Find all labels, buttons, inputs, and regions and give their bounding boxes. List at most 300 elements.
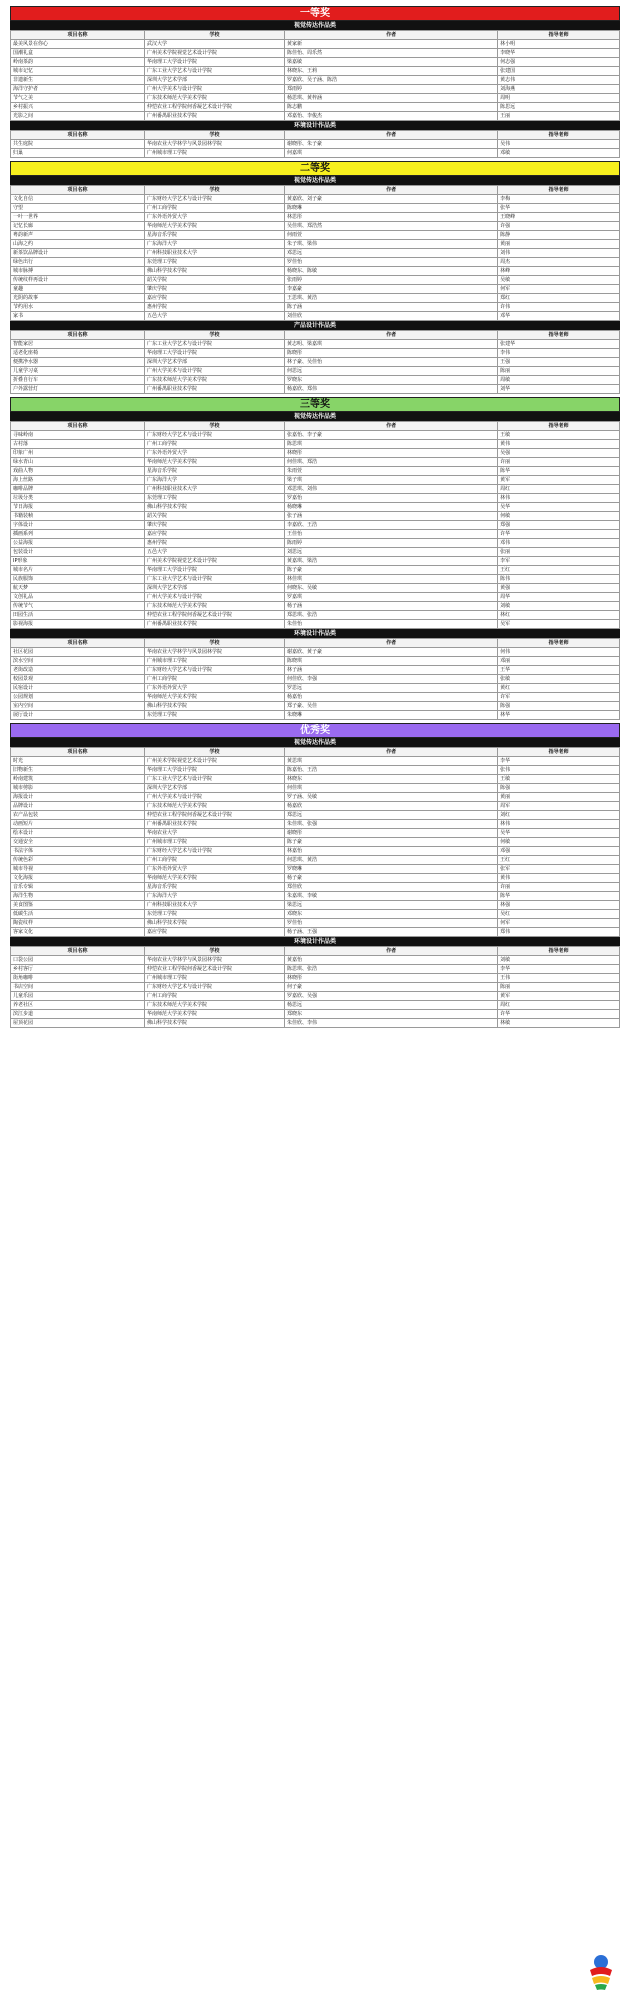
- author-cell: 王思琪、黄浩: [285, 294, 498, 303]
- project-name-cell: 节气之美: [11, 94, 145, 103]
- project-name-cell: 绿水青山: [11, 458, 145, 467]
- project-name-cell: 老街改造: [11, 666, 145, 675]
- table-row: [11, 195, 620, 204]
- school-cell: 佛山科学技术学院: [144, 503, 284, 512]
- category-header: 视觉传达作品类: [10, 176, 620, 185]
- project-name-cell: 绿色出行: [11, 258, 145, 267]
- teacher-cell: 李军: [498, 557, 620, 566]
- author-cell: 王佳怡: [285, 530, 498, 539]
- project-name-cell: 影视海报: [11, 620, 145, 629]
- column-header-author: 作者: [285, 31, 498, 40]
- teacher-cell: 张建国: [498, 67, 620, 76]
- project-name-cell: 戏曲人物: [11, 467, 145, 476]
- school-cell: 广州工商学院: [144, 856, 284, 865]
- author-cell: 梁嘉敏: [285, 58, 498, 67]
- teacher-cell: 王敏: [498, 775, 620, 784]
- project-name-cell: 校园景观: [11, 675, 145, 684]
- table-row: [11, 112, 620, 121]
- author-cell: 陈思琪、张浩: [285, 965, 498, 974]
- teacher-cell: 王敏: [498, 431, 620, 440]
- teacher-cell: 黄丽: [498, 240, 620, 249]
- table-row: [11, 847, 620, 856]
- school-cell: 仲恺农业工程学院何香凝艺术设计学院: [144, 611, 284, 620]
- author-cell: 何佳琪: [285, 784, 498, 793]
- project-name-cell: 滨江步道: [11, 1010, 145, 1019]
- teacher-cell: 王红: [498, 566, 620, 575]
- column-header-school: 学校: [144, 186, 284, 195]
- author-cell: 罗佳怡: [285, 258, 498, 267]
- teacher-cell: 周军: [498, 802, 620, 811]
- column-header-school: 学校: [144, 947, 284, 956]
- author-cell: 罗晓琳: [285, 865, 498, 874]
- teacher-cell: 陈强: [498, 702, 620, 711]
- project-name-cell: 民族服饰: [11, 575, 145, 584]
- table-row: [11, 312, 620, 321]
- author-cell: 邓思远: [285, 249, 498, 258]
- project-name-cell: 田园生活: [11, 611, 145, 620]
- school-cell: 广州大学美术与设计学院: [144, 367, 284, 376]
- teacher-cell: 陈华: [498, 467, 620, 476]
- column-header-author: 作者: [285, 422, 498, 431]
- project-name-cell: 文化自信: [11, 195, 145, 204]
- teacher-cell: 王丽: [498, 112, 620, 121]
- table-row: [11, 992, 620, 1001]
- teacher-cell: 许强: [498, 222, 620, 231]
- school-cell: 五邑大学: [144, 548, 284, 557]
- column-header-project: 项目名称: [11, 422, 145, 431]
- project-name-cell: 社区花园: [11, 648, 145, 657]
- teacher-cell: 郑伟: [498, 928, 620, 937]
- school-cell: 广州科技职业技术大学: [144, 485, 284, 494]
- teacher-cell: 刘华: [498, 385, 620, 394]
- school-cell: 广东技术师范大学美术学院: [144, 376, 284, 385]
- school-cell: 广州大学美术与设计学院: [144, 793, 284, 802]
- author-cell: 黄嘉欣、刘子豪: [285, 195, 498, 204]
- awards-table: [10, 330, 620, 394]
- project-name-cell: 绘本设计: [11, 829, 145, 838]
- column-header-teacher: 指导老师: [498, 947, 620, 956]
- table-row: [11, 476, 620, 485]
- project-name-cell: 山海之约: [11, 240, 145, 249]
- author-cell: 陈晓彤: [285, 349, 498, 358]
- section-spacer: [10, 720, 620, 721]
- author-cell: 何佳欣、李强: [285, 675, 498, 684]
- author-cell: 陈雨婷: [285, 539, 498, 548]
- table-row: [11, 775, 620, 784]
- author-cell: 何雨萱: [285, 231, 498, 240]
- teacher-cell: 林强: [498, 901, 620, 910]
- project-name-cell: 城市脉搏: [11, 267, 145, 276]
- table-row: [11, 376, 620, 385]
- teacher-cell: 李晓华: [498, 49, 620, 58]
- school-cell: 广东外语外贸大学: [144, 865, 284, 874]
- category-header: 视觉传达作品类: [10, 21, 620, 30]
- project-name-cell: 交通安全: [11, 838, 145, 847]
- table-row: [11, 910, 620, 919]
- column-header-project: 项目名称: [11, 639, 145, 648]
- author-cell: 邓思琪、刘伟: [285, 485, 498, 494]
- teacher-cell: 李华: [498, 965, 620, 974]
- table-row: [11, 766, 620, 775]
- project-name-cell: 动画短片: [11, 820, 145, 829]
- author-cell: 杨思远: [285, 1001, 498, 1010]
- school-cell: 广东海洋大学: [144, 240, 284, 249]
- table-row: [11, 675, 620, 684]
- author-cell: 陈佳怡、周乐然: [285, 49, 498, 58]
- teacher-cell: 李伟: [498, 349, 620, 358]
- teacher-cell: 张军: [498, 865, 620, 874]
- school-cell: 广州城市理工学院: [144, 838, 284, 847]
- author-cell: 罗晓东: [285, 376, 498, 385]
- category-header: 环境设计作品类: [10, 937, 620, 946]
- author-cell: 林晓彤: [285, 449, 498, 458]
- school-cell: 佛山科学技术学院: [144, 1019, 284, 1028]
- table-row: [11, 793, 620, 802]
- author-cell: 杨嘉欣、郑伟: [285, 385, 498, 394]
- project-name-cell: 时光: [11, 757, 145, 766]
- project-name-cell: IP形象: [11, 557, 145, 566]
- teacher-cell: 许军: [498, 693, 620, 702]
- teacher-cell: 刘伟: [498, 249, 620, 258]
- table-row: [11, 838, 620, 847]
- school-cell: 佛山科学技术学院: [144, 702, 284, 711]
- author-cell: 林子豪、吴佳怡: [285, 358, 498, 367]
- project-name-cell: 包装设计: [11, 548, 145, 557]
- school-cell: 华南农业大学: [144, 829, 284, 838]
- author-cell: 郑晓东: [285, 1010, 498, 1019]
- author-cell: 杨思琪、黄梓涵: [285, 94, 498, 103]
- teacher-cell: 周红: [498, 485, 620, 494]
- table-row: [11, 593, 620, 602]
- author-cell: 罗嘉欣、吴强: [285, 992, 498, 1001]
- category-header: 环境设计作品类: [10, 629, 620, 638]
- teacher-cell: 李华: [498, 757, 620, 766]
- school-cell: 广东技术师范大学美术学院: [144, 802, 284, 811]
- author-cell: 郑佳欣: [285, 883, 498, 892]
- author-cell: 陈思琪: [285, 440, 498, 449]
- project-name-cell: 光影之间: [11, 112, 145, 121]
- table-row: [11, 49, 620, 58]
- teacher-cell: 林伟: [498, 494, 620, 503]
- teacher-cell: 周华: [498, 593, 620, 602]
- project-name-cell: 印象广州: [11, 449, 145, 458]
- teacher-cell: 张建华: [498, 340, 620, 349]
- table-row: [11, 467, 620, 476]
- school-cell: 肇庆学院: [144, 521, 284, 530]
- table-row: [11, 40, 620, 49]
- category-header: 视觉传达作品类: [10, 412, 620, 421]
- author-cell: 李嘉欣、王浩: [285, 521, 498, 530]
- school-cell: 深圳大学艺术学部: [144, 584, 284, 593]
- column-header-project: 项目名称: [11, 131, 145, 140]
- project-name-cell: 国潮礼盒: [11, 49, 145, 58]
- project-name-cell: 陶瓷纹样: [11, 919, 145, 928]
- teacher-cell: 邓华: [498, 312, 620, 321]
- author-cell: 朱晓琳: [285, 711, 498, 720]
- table-row: [11, 548, 620, 557]
- project-name-cell: 公益海报: [11, 539, 145, 548]
- project-name-cell: 家书: [11, 312, 145, 321]
- school-cell: 广州科技职业技术大学: [144, 249, 284, 258]
- author-cell: 罗嘉欣、吴子涵、陈浩: [285, 76, 498, 85]
- project-name-cell: 海洋生物: [11, 892, 145, 901]
- section-spacer: [10, 394, 620, 395]
- project-name-cell: 记忆长廊: [11, 222, 145, 231]
- table-header-row: [11, 31, 620, 40]
- table-row: [11, 566, 620, 575]
- teacher-cell: 王晓峰: [498, 213, 620, 222]
- school-cell: 星海音乐学院: [144, 883, 284, 892]
- author-cell: 何思远: [285, 367, 498, 376]
- school-cell: 广东工业大学艺术与设计学院: [144, 575, 284, 584]
- author-cell: 罗佳怡: [285, 919, 498, 928]
- project-name-cell: 乡村客厅: [11, 965, 145, 974]
- author-cell: 何思琪、黄浩: [285, 856, 498, 865]
- school-cell: 广州科技职业技术大学: [144, 901, 284, 910]
- awards-table: [10, 130, 620, 158]
- school-cell: 深圳大学艺术学部: [144, 784, 284, 793]
- school-cell: 广州大学美术与设计学院: [144, 593, 284, 602]
- school-cell: 广东外语外贸大学: [144, 213, 284, 222]
- author-cell: 罗子涵、吴敏: [285, 793, 498, 802]
- table-row: [11, 258, 620, 267]
- section-spacer: [10, 1028, 620, 1029]
- author-cell: 何晓东、吴敏: [285, 584, 498, 593]
- table-row: [11, 956, 620, 965]
- school-cell: 广东财经大学艺术与设计学院: [144, 983, 284, 992]
- author-cell: 谢晓彤、朱子豪: [285, 140, 498, 149]
- table-header-row: [11, 331, 620, 340]
- school-cell: 深圳大学艺术学部: [144, 358, 284, 367]
- author-cell: 谢嘉欣、黄子豪: [285, 648, 498, 657]
- column-header-author: 作者: [285, 947, 498, 956]
- school-cell: 华南农业大学林学与风景园林学院: [144, 140, 284, 149]
- author-cell: 朱佳琪、张强: [285, 820, 498, 829]
- table-row: [11, 602, 620, 611]
- project-name-cell: 光阴的故事: [11, 294, 145, 303]
- author-cell: 林晓东、王莉: [285, 67, 498, 76]
- project-name-cell: 文化海报: [11, 874, 145, 883]
- project-name-cell: 粤韵新声: [11, 231, 145, 240]
- column-header-teacher: 指导老师: [498, 748, 620, 757]
- author-cell: 林思彤: [285, 213, 498, 222]
- project-name-cell: 岭南茶韵: [11, 58, 145, 67]
- project-name-cell: 品牌设计: [11, 802, 145, 811]
- author-cell: 郑思远: [285, 811, 498, 820]
- awards-table: [10, 421, 620, 629]
- teacher-cell: 黄志伟: [498, 76, 620, 85]
- table-header-row: [11, 186, 620, 195]
- table-row: [11, 584, 620, 593]
- column-header-teacher: 指导老师: [498, 186, 620, 195]
- project-name-cell: 海报设计: [11, 793, 145, 802]
- teacher-cell: 吴军: [498, 620, 620, 629]
- teacher-cell: 陈丽: [498, 983, 620, 992]
- project-name-cell: 民宿设计: [11, 684, 145, 693]
- table-row: [11, 666, 620, 675]
- teacher-cell: 何伟: [498, 648, 620, 657]
- project-name-cell: 童趣: [11, 285, 145, 294]
- author-cell: 林子涵: [285, 666, 498, 675]
- table-row: [11, 557, 620, 566]
- project-name-cell: 岭南建筑: [11, 775, 145, 784]
- school-cell: 广州番禺职业技术学院: [144, 385, 284, 394]
- category-header: 视觉传达作品类: [10, 738, 620, 747]
- teacher-cell: 陈静: [498, 231, 620, 240]
- author-cell: 罗嘉怡: [285, 494, 498, 503]
- project-name-cell: 古村落: [11, 440, 145, 449]
- column-header-school: 学校: [144, 422, 284, 431]
- teacher-cell: 张华: [498, 204, 620, 213]
- teacher-cell: 黄军: [498, 476, 620, 485]
- column-header-project: 项目名称: [11, 947, 145, 956]
- table-row: [11, 249, 620, 258]
- column-header-school: 学校: [144, 331, 284, 340]
- table-row: [11, 503, 620, 512]
- table-row: [11, 521, 620, 530]
- project-name-cell: 咖啡品牌: [11, 485, 145, 494]
- author-cell: 陈晓琳: [285, 204, 498, 213]
- teacher-cell: 黄红: [498, 684, 620, 693]
- award-level-banner: 优秀奖: [10, 723, 620, 738]
- school-cell: 五邑大学: [144, 312, 284, 321]
- author-cell: 杨子涵: [285, 602, 498, 611]
- author-cell: 黄家新: [285, 40, 498, 49]
- table-row: [11, 494, 620, 503]
- column-header-author: 作者: [285, 639, 498, 648]
- table-header-row: [11, 422, 620, 431]
- author-cell: 刘思远: [285, 548, 498, 557]
- school-cell: 韶关学院: [144, 276, 284, 285]
- awards-table: [10, 747, 620, 937]
- column-header-school: 学校: [144, 639, 284, 648]
- author-cell: 邓晓东: [285, 910, 498, 919]
- table-row: [11, 530, 620, 539]
- author-cell: 梁思远: [285, 901, 498, 910]
- school-cell: 广州城市理工学院: [144, 149, 284, 158]
- author-cell: 谢晓彤: [285, 829, 498, 838]
- column-header-project: 项目名称: [11, 186, 145, 195]
- school-cell: 广州番禺职业技术学院: [144, 620, 284, 629]
- table-row: [11, 222, 620, 231]
- awards-table: [10, 30, 620, 121]
- author-cell: 刘佳欣: [285, 312, 498, 321]
- author-cell: 黄嘉琪、梁浩: [285, 557, 498, 566]
- project-name-cell: 传统色彩: [11, 856, 145, 865]
- table-row: [11, 702, 620, 711]
- school-cell: 华南理工大学设计学院: [144, 566, 284, 575]
- table-row: [11, 458, 620, 467]
- school-cell: 惠州学院: [144, 539, 284, 548]
- project-name-cell: 折叠自行车: [11, 376, 145, 385]
- school-cell: 广东工业大学艺术与设计学院: [144, 340, 284, 349]
- school-cell: 惠州学院: [144, 303, 284, 312]
- project-name-cell: 室内空间: [11, 702, 145, 711]
- school-cell: 东莞理工学院: [144, 910, 284, 919]
- teacher-cell: 何军: [498, 285, 620, 294]
- teacher-cell: 林华: [498, 711, 620, 720]
- teacher-cell: 吴华: [498, 829, 620, 838]
- project-name-cell: 守望: [11, 204, 145, 213]
- teacher-cell: 林小明: [498, 40, 620, 49]
- school-cell: 广东工业大学艺术与设计学院: [144, 775, 284, 784]
- teacher-cell: 林敏: [498, 1019, 620, 1028]
- school-cell: 武汉大学: [144, 40, 284, 49]
- teacher-cell: 王伟: [498, 974, 620, 983]
- teacher-cell: 李梅: [498, 195, 620, 204]
- table-header-row: [11, 748, 620, 757]
- column-header-project: 项目名称: [11, 331, 145, 340]
- school-cell: 仲恺农业工程学院何香凝艺术设计学院: [144, 103, 284, 112]
- school-cell: 广东技术师范大学美术学院: [144, 1001, 284, 1010]
- author-cell: 陈子豪: [285, 566, 498, 575]
- teacher-cell: 王红: [498, 856, 620, 865]
- teacher-cell: 郑强: [498, 521, 620, 530]
- table-row: [11, 85, 620, 94]
- school-cell: 仲恺农业工程学院何香凝艺术设计学院: [144, 811, 284, 820]
- project-name-cell: 最美风景在你心: [11, 40, 145, 49]
- school-cell: 广东财经大学艺术与设计学院: [144, 666, 284, 675]
- school-cell: 广州美术学院视觉艺术设计学院: [144, 757, 284, 766]
- teacher-cell: 黄伟: [498, 440, 620, 449]
- project-name-cell: 书籍装帧: [11, 512, 145, 521]
- column-header-school: 学校: [144, 131, 284, 140]
- column-header-author: 作者: [285, 331, 498, 340]
- column-header-project: 项目名称: [11, 31, 145, 40]
- awards-table: [10, 185, 620, 321]
- teacher-cell: 许丽: [498, 883, 620, 892]
- table-row: [11, 874, 620, 883]
- table-header-row: [11, 639, 620, 648]
- teacher-cell: 刘海燕: [498, 85, 620, 94]
- school-cell: 广州番禺职业技术学院: [144, 112, 284, 121]
- teacher-cell: 吴伟: [498, 140, 620, 149]
- school-cell: 星海音乐学院: [144, 231, 284, 240]
- author-cell: 杨晓琳: [285, 503, 498, 512]
- column-header-project: 项目名称: [11, 748, 145, 757]
- table-row: [11, 285, 620, 294]
- column-header-school: 学校: [144, 748, 284, 757]
- project-name-cell: 智能家居: [11, 340, 145, 349]
- teacher-cell: 吴红: [498, 910, 620, 919]
- author-cell: 罗嘉琪: [285, 593, 498, 602]
- author-cell: 何嘉琪: [285, 149, 498, 158]
- author-cell: 郑雨婷: [285, 85, 498, 94]
- table-row: [11, 965, 620, 974]
- table-row: [11, 974, 620, 983]
- table-row: [11, 231, 620, 240]
- teacher-cell: 许伟: [498, 303, 620, 312]
- table-row: [11, 303, 620, 312]
- author-cell: 朱嘉琪、李敏: [285, 892, 498, 901]
- school-cell: 广东财经大学艺术与设计学院: [144, 847, 284, 856]
- author-cell: 杨晓东、陈敏: [285, 267, 498, 276]
- teacher-cell: 刘敏: [498, 602, 620, 611]
- author-cell: 陈晓琪: [285, 657, 498, 666]
- column-header-author: 作者: [285, 748, 498, 757]
- teacher-cell: 林峰: [498, 267, 620, 276]
- teacher-cell: 张敏: [498, 675, 620, 684]
- project-name-cell: 旧物新生: [11, 766, 145, 775]
- author-cell: 陈志鹏: [285, 103, 498, 112]
- school-cell: 广州工商学院: [144, 440, 284, 449]
- teacher-cell: 郑红: [498, 294, 620, 303]
- award-level-banner: 三等奖: [10, 397, 620, 412]
- table-row: [11, 539, 620, 548]
- school-cell: 深圳大学艺术学部: [144, 76, 284, 85]
- project-name-cell: 低碳生活: [11, 910, 145, 919]
- table-row: [11, 449, 620, 458]
